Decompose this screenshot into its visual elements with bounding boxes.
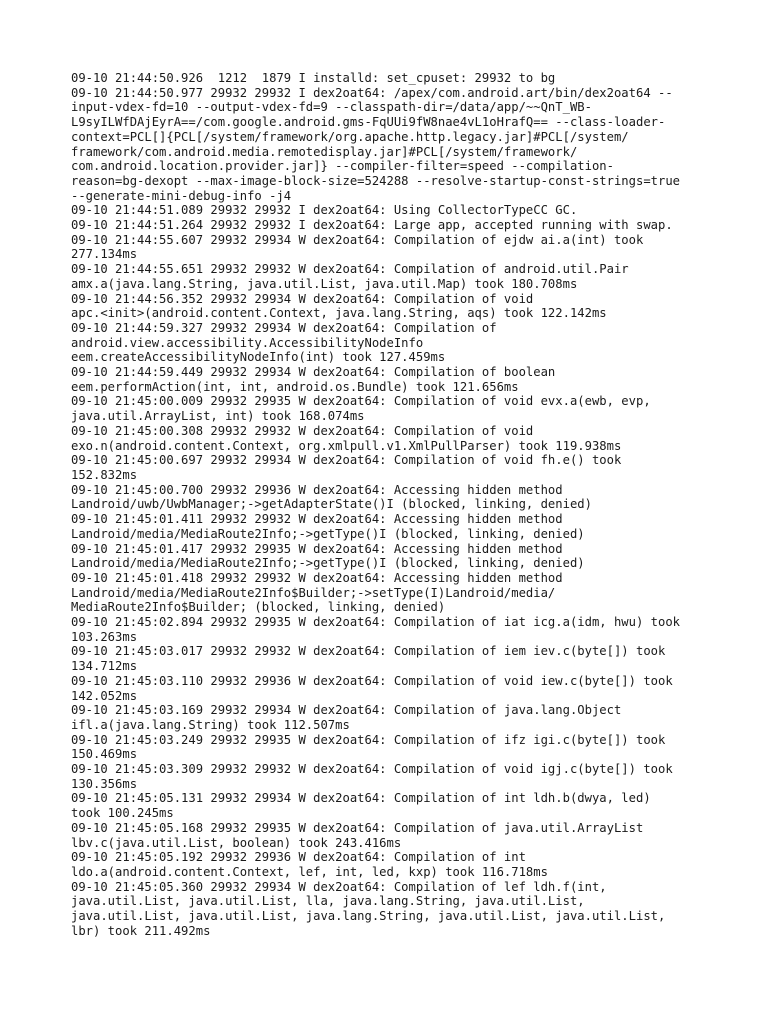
log-line: 142.052ms (71, 688, 138, 703)
log-line: 277.134ms (71, 247, 138, 262)
log-line: 152.832ms (71, 467, 138, 482)
log-line: java.util.List, java.util.List, lla, java.lang.String, java.util.List, (71, 894, 585, 909)
log-line: 09-10 21:45:03.309 29932 29932 W dex2oat64: Compilation of void igj.c(byte[]) took (71, 762, 673, 777)
log-line: 09-10 21:45:01.417 29932 29935 W dex2oat64: Accessing hidden method (71, 541, 563, 556)
log-line: L9syILWfDAjEyrA==/com.google.android.gms-FqUUi9fW8nae4vL1oHrafQ== --class-loader- (71, 115, 666, 130)
log-line: 09-10 21:44:59.449 29932 29934 W dex2oat64: Compilation of boolean (71, 365, 556, 380)
log-line: reason=bg-dexopt --max-image-block-size=524288 --resolve-startup-const-strings=true (71, 173, 681, 188)
log-line: context=PCL[]{PCL[/system/framework/org.apache.http.legacy.jar]#PCL[/system/ (71, 129, 629, 144)
log-line: Landroid/uwb/UwbManager;->getAdapterState()I (blocked, linking, denied) (71, 497, 592, 512)
log-line: MediaRoute2Info$Builder; (blocked, linking, denied) (71, 600, 446, 615)
log-line: 09-10 21:45:05.360 29932 29934 W dex2oat64: Compilation of lef ldh.f(int, (71, 879, 607, 894)
log-line: 150.469ms (71, 747, 138, 762)
log-line: 09-10 21:45:03.017 29932 29932 W dex2oat64: Compilation of iem iev.c(byte[]) took (71, 644, 666, 659)
log-line: Landroid/media/MediaRoute2Info;->getType()I (blocked, linking, denied) (71, 526, 585, 541)
log-line: 09-10 21:44:59.327 29932 29934 W dex2oat64: Compilation of (71, 320, 497, 335)
log-line: exo.n(android.content.Context, org.xmlpull.v1.XmlPullParser) took 119.938ms (71, 438, 622, 453)
log-line: lbr) took 211.492ms (71, 923, 211, 938)
log-line: java.util.List, java.util.List, java.lang.String, java.util.List, java.util.List, (71, 909, 666, 924)
log-line: 09-10 21:44:50.977 29932 29932 I dex2oat64: /apex/com.android.art/bin/dex2oat64 -- (71, 85, 673, 100)
log-line: apc.<init>(android.content.Context, java.lang.String, aqs) took 122.142ms (71, 306, 607, 321)
log-line: ifl.a(java.lang.String) took 112.507ms (71, 717, 350, 732)
log-line: 09-10 21:45:00.697 29932 29934 W dex2oat64: Compilation of void fh.e() took (71, 453, 622, 468)
log-line: lbv.c(java.util.List, boolean) took 243.416ms (71, 835, 402, 850)
log-line: 130.356ms (71, 776, 138, 791)
log-line: ldo.a(android.content.Context, lef, int, led, kxp) took 116.718ms (71, 864, 548, 879)
log-line: 09-10 21:44:51.089 29932 29932 I dex2oat64: Using CollectorTypeCC GC. (71, 203, 578, 218)
log-line: 09-10 21:45:03.169 29932 29934 W dex2oat64: Compilation of java.lang.Object (71, 703, 622, 718)
log-line: com.android.location.provider.jar]} --compiler-filter=speed --compilation- (71, 159, 614, 174)
log-line: 09-10 21:45:05.131 29932 29934 W dex2oat64: Compilation of int ldh.b(dwya, led) (71, 791, 651, 806)
log-line: 09-10 21:45:00.700 29932 29936 W dex2oat64: Accessing hidden method (71, 482, 563, 497)
log-line: input-vdex-fd=10 --output-vdex-fd=9 --classpath-dir=/data/app/~~QnT_WB- (71, 100, 592, 115)
log-line: eem.createAccessibilityNodeInfo(int) took 127.459ms (71, 350, 446, 365)
log-output (71, 71, 711, 938)
log-line: 09-10 21:45:00.009 29932 29935 W dex2oat64: Compilation of void evx.a(ewb, evp, (71, 394, 651, 409)
log-line: Landroid/media/MediaRoute2Info;->getType()I (blocked, linking, denied) (71, 556, 585, 571)
log-line: 09-10 21:45:05.192 29932 29936 W dex2oat64: Compilation of int (71, 850, 526, 865)
log-line: --generate-mini-debug-info -j4 (71, 188, 292, 203)
log-line: framework/com.android.media.remotedisplay.jar]#PCL[/system/framework/ (71, 144, 578, 159)
log-line: 09-10 21:45:01.411 29932 29932 W dex2oat64: Accessing hidden method (71, 512, 563, 527)
log-line: eem.performAction(int, int, android.os.Bundle) took 121.656ms (71, 379, 519, 394)
log-line: 09-10 21:45:00.308 29932 29932 W dex2oat64: Compilation of void (71, 423, 534, 438)
log-line: 09-10 21:44:56.352 29932 29934 W dex2oat64: Compilation of void (71, 291, 534, 306)
log-line: android.view.accessibility.AccessibilityNodeInfo (71, 335, 424, 350)
log-line: 09-10 21:44:50.926 1212 1879 I installd: set_cpuset: 29932 to bg (71, 71, 556, 85)
log-line: 09-10 21:44:55.651 29932 29932 W dex2oat64: Compilation of android.util.Pair (71, 262, 629, 277)
log-line: 09-10 21:45:01.418 29932 29932 W dex2oat64: Accessing hidden method (71, 570, 563, 585)
log-line: 09-10 21:45:03.110 29932 29936 W dex2oat64: Compilation of void iew.c(byte[]) took (71, 673, 673, 688)
log-line: amx.a(java.lang.String, java.util.List, java.util.Map) took 180.708ms (71, 276, 578, 291)
log-line: java.util.ArrayList, int) took 168.074ms (71, 409, 365, 424)
log-line: 09-10 21:45:03.249 29932 29935 W dex2oat64: Compilation of ifz igi.c(byte[]) took (71, 732, 666, 747)
log-line: Landroid/media/MediaRoute2Info$Builder;->setType(I)Landroid/media/ (71, 585, 556, 600)
log-line: 103.263ms (71, 629, 138, 644)
log-line: took 100.245ms (71, 806, 174, 821)
log-line: 09-10 21:45:05.168 29932 29935 W dex2oat64: Compilation of java.util.ArrayList (71, 820, 644, 835)
log-line: 09-10 21:44:51.264 29932 29932 I dex2oat64: Large app, accepted running with swap. (71, 218, 673, 233)
log-line: 09-10 21:44:55.607 29932 29934 W dex2oat64: Compilation of ejdw ai.a(int) took (71, 232, 644, 247)
log-line: 09-10 21:45:02.894 29932 29935 W dex2oat64: Compilation of iat icg.a(idm, hwu) took (71, 615, 681, 630)
log-line: 134.712ms (71, 659, 138, 674)
